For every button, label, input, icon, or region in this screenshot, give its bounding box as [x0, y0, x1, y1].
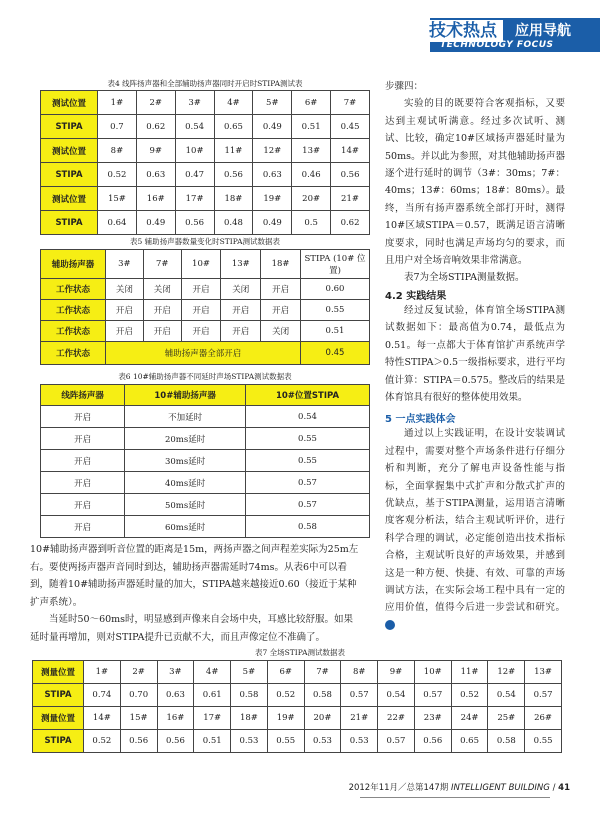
table-cell: 11# — [214, 139, 253, 163]
table-cell: 0.51 — [301, 321, 370, 342]
row-header: STIPA — [41, 211, 98, 235]
row-header: STIPA — [41, 163, 98, 187]
table-cell: 开启 — [261, 300, 301, 321]
table-cell: 16# — [136, 187, 175, 211]
table-cell: 0.57 — [246, 472, 370, 494]
table-cell: 0.52 — [451, 684, 488, 707]
table-cell: 辅助扬声器全部开启 — [106, 342, 301, 365]
section-title: 技术热点 — [425, 20, 503, 42]
table-cell: 1# — [84, 661, 121, 684]
table-cell: 0.65 — [451, 730, 488, 753]
table-cell: 开启 — [143, 300, 181, 321]
table-cell: 0.60 — [301, 279, 370, 300]
table-cell: 11# — [451, 661, 488, 684]
right-paragraph-3: 经过反复试验，体育馆全场STIPA测试数据如下：最高值为0.74，最低点为0.51。每一点都大于体育馆扩声系统声学特性STIPA＞0.5一级指标要求，进行平均值计算：STIPA＝0.575。整改后的结果是体育馆具有很好的整体使用效果。 — [385, 304, 565, 403]
table-cell: 开启 — [181, 279, 221, 300]
column-header: 10# — [181, 250, 221, 279]
table-cell: 0.51 — [292, 115, 331, 139]
column-header: 辅助扬声器 — [41, 250, 106, 279]
table-row — [41, 91, 370, 115]
table-cell: 0.48 — [214, 211, 253, 235]
table-cell: 0.61 — [194, 684, 231, 707]
table-cell: 0.74 — [84, 684, 121, 707]
row-header: 工作状态 — [41, 342, 106, 365]
table-cell: 0.45 — [301, 342, 370, 365]
column-header: 18# — [261, 250, 301, 279]
footer-issue: 2012年11月／总第147期 — [348, 783, 449, 793]
table-cell: 0.52 — [267, 684, 304, 707]
row-header: 测量位置 — [33, 707, 84, 730]
table-cell: 40ms延时 — [125, 472, 246, 494]
table4-caption: 表4 线阵扬声器和全部辅助扬声器同时开启时STIPA测试表 — [107, 79, 303, 88]
table-row — [41, 342, 370, 365]
table-row — [41, 428, 370, 450]
table-cell: 5# — [253, 91, 292, 115]
table-row — [41, 494, 370, 516]
left-paragraphs — [30, 541, 360, 647]
table-cell: 开启 — [41, 494, 125, 516]
table-cell: 开启 — [106, 321, 144, 342]
table-cell: 1# — [98, 91, 137, 115]
table-row — [41, 187, 370, 211]
table-cell: 20ms延时 — [125, 428, 246, 450]
table-cell: 0.54 — [488, 684, 525, 707]
table-cell: 0.53 — [231, 730, 268, 753]
table-row — [33, 661, 562, 684]
table-cell: 0.57 — [414, 684, 451, 707]
table-cell: 0.54 — [175, 115, 214, 139]
table-cell: 0.55 — [267, 730, 304, 753]
table-cell: 0.51 — [194, 730, 231, 753]
table-cell: 0.56 — [120, 730, 157, 753]
table-cell: 0.57 — [525, 684, 562, 707]
table-row — [41, 115, 370, 139]
row-header: STIPA — [33, 730, 84, 753]
table-cell: 26# — [525, 707, 562, 730]
table-cell: 0.56 — [414, 730, 451, 753]
table-cell: 8# — [98, 139, 137, 163]
table-cell: 0.7 — [98, 115, 137, 139]
row-header: 测试位置 — [41, 139, 98, 163]
table-cell: 18# — [214, 187, 253, 211]
table-cell: 0.52 — [84, 730, 121, 753]
table-cell: 30ms延时 — [125, 450, 246, 472]
footer-magazine: INTELLIGENT BUILDING — [450, 783, 550, 793]
right-paragraph-4 — [385, 425, 565, 634]
table-cell: 13# — [525, 661, 562, 684]
table-cell: 0.56 — [157, 730, 194, 753]
table-cell: 关闭 — [261, 321, 301, 342]
table-cell: 开启 — [181, 321, 221, 342]
left-paragraph-2: 当延时50～60ms时，明显感到声像来自会场中央，耳感比较舒服。如果延时量再增加，则对STIPA提升已贡献不大，而且声像定位不准确了。 — [30, 614, 354, 643]
table-cell: 开启 — [41, 516, 125, 538]
table-cell: 8# — [341, 661, 378, 684]
table-cell: 15# — [120, 707, 157, 730]
table-cell: 0.55 — [525, 730, 562, 753]
table-header-row — [41, 385, 370, 406]
table-cell: 0.49 — [253, 211, 292, 235]
table-cell: 22# — [378, 707, 415, 730]
table-row — [33, 684, 562, 707]
table-cell: 20# — [304, 707, 341, 730]
table-row — [41, 279, 370, 300]
table-cell: 0.53 — [341, 730, 378, 753]
table-cell: 0.55 — [301, 300, 370, 321]
table-cell: 21# — [341, 707, 378, 730]
table-cell: 17# — [175, 187, 214, 211]
table5-caption: 表5 辅助扬声器数量变化时STIPA测试数据表 — [129, 237, 281, 246]
section-5-heading: 5 一点实践体会 — [385, 414, 456, 426]
column-header: 10#辅助扬声器 — [125, 385, 246, 406]
table-cell: 0.65 — [214, 115, 253, 139]
table-row — [41, 211, 370, 235]
table-cell: 0.47 — [175, 163, 214, 187]
row-header: 测试位置 — [41, 187, 98, 211]
column-header: 线阵扬声器 — [41, 385, 125, 406]
table-cell: 0.5 — [292, 211, 331, 235]
table7-caption: 表7 全场STIPA测试数据表 — [254, 648, 346, 657]
table-cell: 0.63 — [136, 163, 175, 187]
table-row — [41, 321, 370, 342]
table-cell: 21# — [331, 187, 370, 211]
table-row — [41, 300, 370, 321]
table6 — [40, 384, 370, 538]
table-cell: 0.49 — [136, 211, 175, 235]
column-header: 3# — [106, 250, 144, 279]
footer-rule — [360, 797, 550, 798]
table-cell: 0.57 — [378, 730, 415, 753]
table4 — [40, 90, 370, 235]
row-header: 工作状态 — [41, 300, 106, 321]
table-cell: 关闭 — [106, 279, 144, 300]
table-cell: 5# — [231, 661, 268, 684]
row-header: 测试位置 — [41, 91, 98, 115]
table-cell: 0.57 — [341, 684, 378, 707]
table-row — [41, 516, 370, 538]
table7 — [32, 660, 562, 753]
table-cell: 2# — [120, 661, 157, 684]
table-cell: 3# — [175, 91, 214, 115]
step-label: 步骤四： — [385, 81, 424, 92]
table-cell: 0.45 — [331, 115, 370, 139]
table-cell: 开启 — [41, 406, 125, 428]
table-cell: 20# — [292, 187, 331, 211]
table-cell: 13# — [292, 139, 331, 163]
table-cell: 0.58 — [231, 684, 268, 707]
table-cell: 0.46 — [292, 163, 331, 187]
table-cell: 开启 — [221, 321, 261, 342]
page-number: 41 — [558, 783, 570, 793]
table-cell: 开启 — [143, 321, 181, 342]
table-cell: 0.58 — [246, 516, 370, 538]
table-row — [33, 730, 562, 753]
table-row — [41, 472, 370, 494]
table-cell: 0.56 — [214, 163, 253, 187]
table-cell: 0.54 — [378, 684, 415, 707]
table-cell: 10# — [175, 139, 214, 163]
table-cell: 50ms延时 — [125, 494, 246, 516]
table-cell: 7# — [304, 661, 341, 684]
table-cell: 0.52 — [98, 163, 137, 187]
right-paragraph-4-text: 通过以上实践证明，在设计安装调试过程中，需要对整个声场条件进行仔细分析和判断，充分了解电声设备性能与指标，全面掌握集中式扩声和分散式扩声的优缺点，基于STIPA测量，运用语言清晰度客观分析法，结合主观试听评价，进行科学合理的调试，必定能创造出技术指标合格，主观试听良好的声场效果，并感到这是一种方便、快捷、有效、可靠的声场调试方法，在实际会场工程中具有一定的应用价值，值得今后进一步尝试和研究。 — [385, 428, 565, 614]
table-cell: 15# — [98, 187, 137, 211]
table-cell: 0.63 — [157, 684, 194, 707]
column-header: 7# — [143, 250, 181, 279]
row-header: 工作状态 — [41, 279, 106, 300]
table-cell: 开启 — [261, 279, 301, 300]
section-nav: 应用导航 — [515, 23, 571, 39]
table-row — [41, 450, 370, 472]
column-header: STIPA (10# 位置) — [301, 250, 370, 279]
table-cell: 开启 — [106, 300, 144, 321]
table-cell: 0.55 — [246, 450, 370, 472]
table-cell: 0.56 — [331, 163, 370, 187]
table-cell: 0.56 — [175, 211, 214, 235]
table-cell: 60ms延时 — [125, 516, 246, 538]
table-cell: 4# — [194, 661, 231, 684]
table-cell: 关闭 — [221, 279, 261, 300]
table-cell: 19# — [253, 187, 292, 211]
table-cell: 开启 — [181, 300, 221, 321]
table-cell: 0.49 — [253, 115, 292, 139]
table-cell: 3# — [157, 661, 194, 684]
right-paragraph-1: 实验的目的既要符合客观指标，又要达到主观试听满意。经过多次试听、测试、比较，确定10#区域扬声器延时量为50ms。并以此为参照，对其他辅助扬声器逐个进行延时的调节（3#：30ms；7#：40ms；13#：60ms；18#：80ms）。最终，当所有扬声器系统全部打开时，测得10#区域STIPA＝0.57，既满足语言清晰度要求，同时也满足声场均匀的要求，而且用户对全场音响效果非常满意。 — [385, 98, 565, 267]
table-cell: 不加延时 — [125, 406, 246, 428]
table-cell: 18# — [231, 707, 268, 730]
table-cell: 开启 — [41, 428, 125, 450]
table5 — [40, 249, 370, 365]
table-cell: 6# — [267, 661, 304, 684]
table-row — [33, 707, 562, 730]
table-cell: 6# — [292, 91, 331, 115]
table-cell: 0.62 — [136, 115, 175, 139]
table-cell: 12# — [253, 139, 292, 163]
table-cell: 9# — [136, 139, 175, 163]
table-cell: 开启 — [221, 300, 261, 321]
table-cell: 19# — [267, 707, 304, 730]
column-header: 10#位置STIPA — [246, 385, 370, 406]
table-cell: 17# — [194, 707, 231, 730]
table-cell: 23# — [414, 707, 451, 730]
table-cell: 开启 — [41, 472, 125, 494]
row-header: STIPA — [33, 684, 84, 707]
table-cell: 0.53 — [304, 730, 341, 753]
table-cell: 0.62 — [331, 211, 370, 235]
table-cell: 4# — [214, 91, 253, 115]
table-cell: 24# — [451, 707, 488, 730]
table-cell: 开启 — [41, 450, 125, 472]
table-cell: 关闭 — [143, 279, 181, 300]
table-cell: 0.70 — [120, 684, 157, 707]
footer: 2012年11月／总第147期 INTELLIGENT BUILDING / 41 — [348, 783, 570, 793]
row-header: 工作状态 — [41, 321, 106, 342]
table-cell: 0.64 — [98, 211, 137, 235]
table-cell: 14# — [331, 139, 370, 163]
row-header: STIPA — [41, 115, 98, 139]
table6-caption: 表6 10#辅助扬声器不同延时声场STIPA测试数据表 — [118, 372, 292, 381]
table-row — [41, 139, 370, 163]
table-cell: 7# — [331, 91, 370, 115]
end-mark-icon — [385, 620, 395, 630]
table-cell: 10# — [414, 661, 451, 684]
table-cell: 0.54 — [246, 406, 370, 428]
right-column — [385, 78, 565, 634]
table-cell: 0.58 — [488, 730, 525, 753]
table-cell: 16# — [157, 707, 194, 730]
right-paragraph-2: 表7为全场STIPA测量数据。 — [404, 272, 525, 284]
column-header: 13# — [221, 250, 261, 279]
section-4-2-heading: 4.2 实践结果 — [385, 290, 447, 302]
table-cell: 12# — [488, 661, 525, 684]
left-paragraph-1: 10#辅助扬声器到听音位置的距离是15m，两扬声器之间声程差实际为25m左右。要使两扬声器声音同时到达，辅助扬声器需延时74ms。从表6中可以看到，随着10#辅助扬声器延时量的加大，STIPA越来越接近0.60（接近于某种扩声系统）。 — [30, 544, 359, 608]
table-cell: 14# — [84, 707, 121, 730]
row-header: 测量位置 — [33, 661, 84, 684]
table-cell: 25# — [488, 707, 525, 730]
table-row — [41, 163, 370, 187]
table-cell: 9# — [378, 661, 415, 684]
section-subtitle: TECHNOLOGY FOCUS — [440, 40, 554, 50]
table-row — [41, 406, 370, 428]
table-cell: 0.63 — [253, 163, 292, 187]
table-header-row — [41, 250, 370, 279]
table-cell: 0.58 — [304, 684, 341, 707]
table-cell: 2# — [136, 91, 175, 115]
table-cell: 0.55 — [246, 428, 370, 450]
table-cell: 0.57 — [246, 494, 370, 516]
